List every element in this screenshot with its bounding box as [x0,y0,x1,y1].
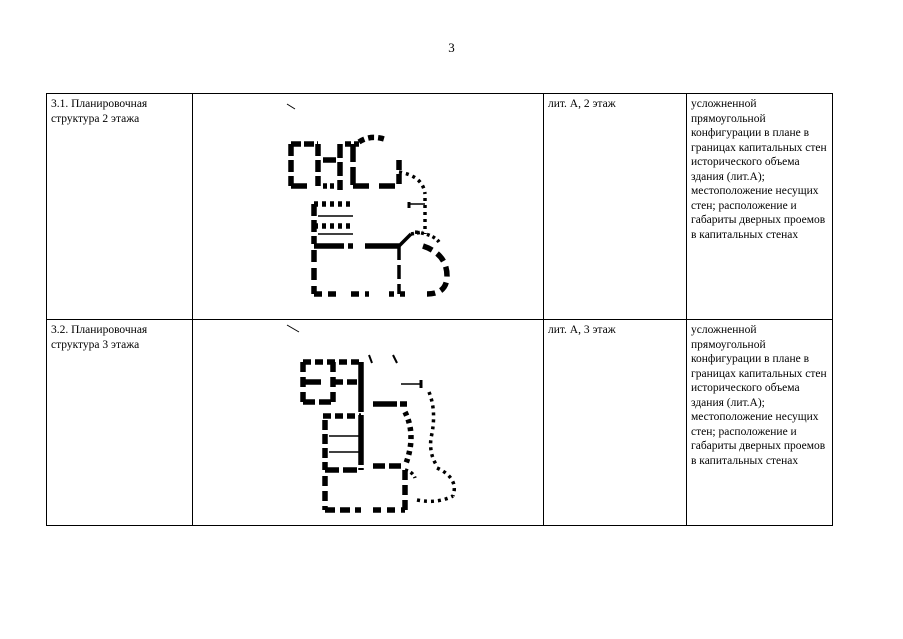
description-cell: усложненной прямоугольной конфигурации в плане в границах капитальных стен исторического объема здания (лит.А); местоположение несущих стен; расположение и габариты дверных проемов в капитальных стенах [687,320,833,526]
table-row [47,94,833,320]
table-row [47,320,833,526]
floor-plan-cell [193,320,544,526]
row-title: 3.1. Планировочная структура 2 этажа [47,94,193,320]
description-cell: усложненной прямоугольной конфигурации в плане в границах капитальных стен исторического объема здания (лит.А); местоположение несущих стен; расположение и габариты дверных проемов в капитальных стенах [687,94,833,320]
location-cell: лит. А, 2 этаж [544,94,687,320]
floor-plan-3-image [193,320,543,519]
protection-subject-table [46,93,833,526]
floor-plan-cell [193,94,544,320]
floor-plan-2-image [193,94,543,313]
page-number: 3 [448,40,455,55]
row-title: 3.2. Планировочная структура 3 этажа [47,320,193,526]
location-cell: лит. А, 3 этаж [544,320,687,526]
